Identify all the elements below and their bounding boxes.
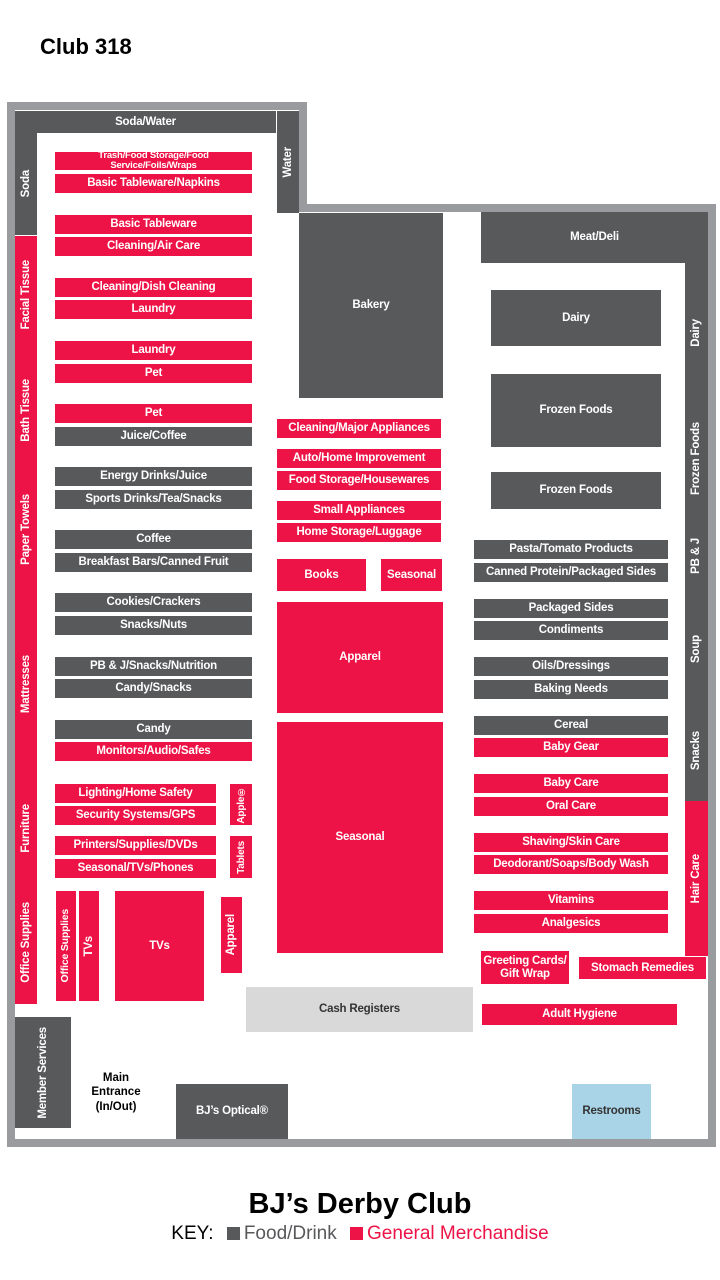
frozen-foods-section: Frozen Foods — [491, 472, 661, 509]
right-aisle: Oral Care — [474, 797, 668, 816]
soup-perimeter: Soup — [685, 598, 708, 700]
right-aisle: Cereal — [474, 716, 668, 735]
right-aisle: Baby Care — [474, 774, 668, 793]
left-aisle: Trash/Food Storage/Food Service/Foils/Wraps — [55, 152, 252, 170]
right-aisle: Packaged Sides — [474, 599, 668, 618]
office-supplies-aisle: Office Supplies — [56, 891, 76, 1001]
center-aisle: Small Appliances — [277, 501, 441, 520]
bath-tissue-section: Bath Tissue — [15, 354, 37, 466]
facial-tissue-section: Facial Tissue — [15, 236, 37, 354]
key-general-merchandise: General Merchandise — [367, 1223, 549, 1244]
seasonal-section: Seasonal — [277, 722, 443, 953]
furniture-section: Furniture — [15, 776, 37, 880]
meat-deli-section: Meat/Deli — [481, 212, 708, 263]
left-aisle: Laundry — [55, 341, 252, 360]
left-aisle: Basic Tableware/Napkins — [55, 174, 252, 193]
left-aisle: Cookies/Crackers — [55, 593, 252, 612]
tvs-section: TVs — [115, 891, 204, 1001]
map-key — [0, 1223, 720, 1245]
left-aisle: Coffee — [55, 530, 252, 549]
center-aisle: Auto/Home Improvement — [277, 449, 441, 468]
paper-towels-section: Paper Towels — [15, 466, 37, 592]
snacks-perimeter: Snacks — [685, 700, 708, 801]
left-aisle: Pet — [55, 404, 252, 423]
center-aisle: Cleaning/Major Appliances — [277, 419, 441, 438]
soda-water-section: Soda/Water — [15, 111, 276, 133]
office-supplies-perimeter: Office Supplies — [15, 880, 37, 1004]
left-aisle: Printers/Supplies/DVDs — [55, 836, 216, 855]
left-aisle: PB & J/Snacks/Nutrition — [55, 657, 252, 676]
left-aisle: Cleaning/Dish Cleaning — [55, 278, 252, 297]
hair-care-perimeter: Hair Care — [685, 801, 708, 956]
apparel-small-section: Apparel — [221, 897, 242, 973]
main-entrance-label: Main Entrance (In/Out) — [91, 1072, 141, 1113]
greeting-cards-section: Greeting Cards/ Gift Wrap — [481, 951, 569, 984]
left-aisle: Pet — [55, 364, 252, 383]
store-title: BJ’s Derby Club — [248, 1188, 472, 1220]
right-aisle: Shaving/Skin Care — [474, 833, 668, 852]
left-aisle: Basic Tableware — [55, 215, 252, 234]
left-aisle: Breakfast Bars/Canned Fruit — [55, 553, 252, 572]
cash-registers: Cash Registers — [246, 987, 473, 1032]
seasonal-small-section: Seasonal — [381, 559, 442, 591]
right-aisle: Baby Gear — [474, 738, 668, 757]
bakery-section: Bakery — [299, 213, 443, 398]
left-aisle: Laundry — [55, 300, 252, 319]
left-aisle: Candy — [55, 720, 252, 739]
soda-section: Soda — [15, 133, 37, 235]
club-number: Club 318 — [40, 34, 132, 59]
right-aisle: Vitamins — [474, 891, 668, 910]
food-drink-swatch — [227, 1227, 240, 1240]
tvs-narrow-section: TVs — [79, 891, 99, 1001]
restrooms: Restrooms — [572, 1084, 651, 1139]
key-food-drink: Food/Drink — [243, 1223, 337, 1244]
right-aisle: Oils/Dressings — [474, 657, 668, 676]
tablets-section: Tablets — [230, 836, 252, 878]
left-aisle: Monitors/Audio/Safes — [55, 742, 252, 761]
pb-j-perimeter: PB & J — [685, 513, 708, 598]
center-aisle: Home Storage/Luggage — [277, 523, 441, 542]
right-aisle: Analgesics — [474, 914, 668, 933]
left-aisle: Security Systems/GPS — [55, 806, 216, 825]
left-aisle: Snacks/Nuts — [55, 616, 252, 635]
right-aisle: Pasta/Tomato Products — [474, 540, 668, 559]
bjs-optical: BJ’s Optical® — [176, 1084, 288, 1139]
stomach-remedies-section: Stomach Remedies — [579, 957, 706, 979]
mattresses-section: Mattresses — [15, 592, 37, 776]
key-label: KEY: — [171, 1223, 214, 1244]
apparel-section: Apparel — [277, 602, 443, 713]
left-aisle: Juice/Coffee — [55, 427, 252, 446]
general-merchandise-swatch — [350, 1227, 363, 1240]
apple-section: Apple® — [230, 784, 252, 825]
right-aisle: Condiments — [474, 621, 668, 640]
center-aisle: Food Storage/Housewares — [277, 471, 441, 490]
frozen-foods-perimeter: Frozen Foods — [685, 403, 708, 513]
right-aisle: Canned Protein/Packaged Sides — [474, 563, 668, 582]
adult-hygiene-section: Adult Hygiene — [482, 1004, 677, 1025]
member-services: Member Services — [15, 1017, 71, 1128]
left-aisle: Energy Drinks/Juice — [55, 467, 252, 486]
left-aisle: Sports Drinks/Tea/Snacks — [55, 490, 252, 509]
left-aisle: Lighting/Home Safety — [55, 784, 216, 803]
books-section: Books — [277, 559, 366, 591]
left-aisle: Seasonal/TVs/Phones — [55, 859, 216, 878]
water-section: Water — [277, 111, 299, 213]
left-aisle: Cleaning/Air Care — [55, 237, 252, 256]
dairy-section: Dairy — [491, 290, 661, 346]
right-aisle: Baking Needs — [474, 680, 668, 699]
frozen-foods-section: Frozen Foods — [491, 374, 661, 447]
dairy-perimeter: Dairy — [685, 263, 708, 403]
left-aisle: Candy/Snacks — [55, 679, 252, 698]
right-aisle: Deodorant/Soaps/Body Wash — [474, 855, 668, 874]
